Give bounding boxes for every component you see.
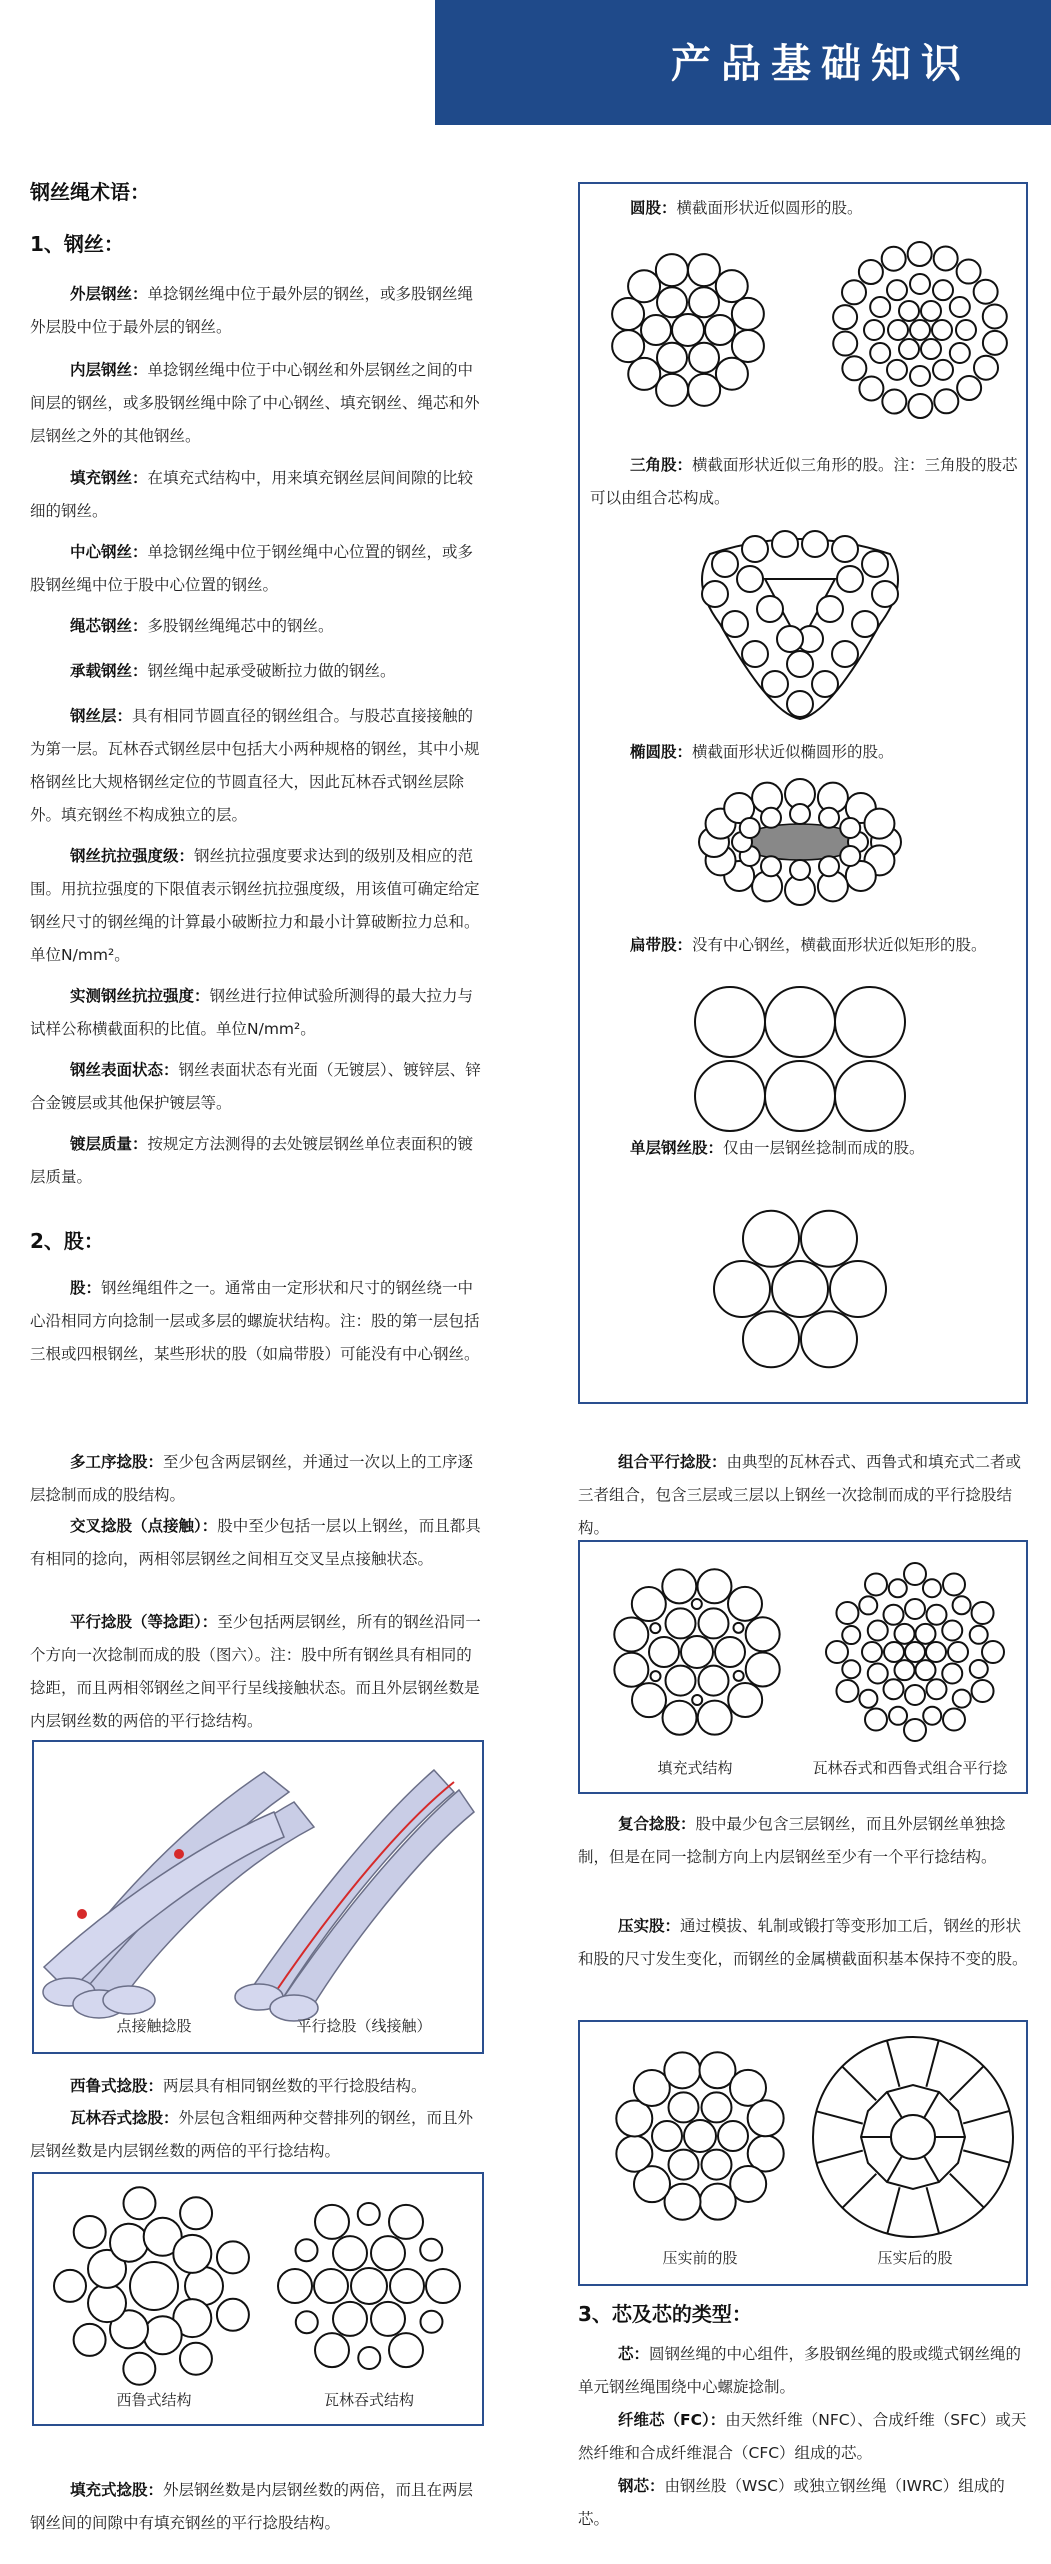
wire-circle — [884, 1642, 904, 1662]
wire-circle — [684, 2120, 716, 2152]
wire-circle — [904, 1563, 926, 1585]
wire-circle — [882, 390, 906, 414]
wire-circle — [765, 1061, 835, 1131]
wire-circle — [728, 1587, 762, 1621]
wire-circle — [54, 2270, 86, 2302]
wire-circle — [389, 2333, 423, 2367]
wire-circle — [641, 315, 671, 345]
term-center-wire: 中心钢丝：单捻钢丝绳中位于钢丝绳中心位置的钢丝，或多股钢丝绳中位于股中心位置的钢丝。 — [30, 543, 474, 594]
wire-circle — [737, 566, 763, 592]
wire-circle — [934, 389, 958, 413]
wire-circle — [842, 280, 866, 304]
wire-circle — [833, 305, 857, 329]
wire-circle — [657, 287, 687, 317]
warrington-cross-section — [269, 2186, 469, 2386]
wire-circle — [957, 260, 981, 284]
round-strand-b — [830, 240, 1010, 420]
wire-circle — [689, 287, 719, 317]
flat-strand — [695, 984, 905, 1134]
wire-circle — [656, 254, 688, 286]
wire-circle — [746, 1617, 780, 1651]
wire-circle — [700, 2184, 736, 2220]
contact-point-2 — [174, 1849, 184, 1859]
caption-cross-lay: 点接触捻股 — [116, 2017, 192, 2035]
wire-circle — [932, 320, 952, 340]
wire-circle — [123, 2353, 155, 2385]
wire-circle — [787, 691, 813, 717]
wire-circle — [333, 2236, 367, 2270]
wire-circle — [836, 1602, 858, 1624]
single-layer-strand — [695, 1184, 905, 1394]
contact-point-1 — [77, 1909, 87, 1919]
wire-circle — [859, 376, 883, 400]
wire-circle — [916, 1660, 936, 1680]
wire-circle — [950, 297, 970, 317]
wire-circle — [790, 860, 810, 880]
wire-circle — [826, 1641, 848, 1663]
wire-circle — [926, 1642, 946, 1662]
wire-circle — [772, 531, 798, 557]
wire-circle — [371, 2302, 405, 2336]
wire-circle — [842, 1626, 860, 1644]
term-compacted-strand: 压实股：通过模拔、轧制或锻打等变形加工后，钢丝的形状和股的尺寸发生变化，而钢丝的金属横截面积基本保持不变的股。 — [578, 1917, 1028, 1968]
wire-circle — [865, 1573, 887, 1595]
caption-warrington: 瓦林吞式结构 — [323, 2391, 414, 2409]
wire-circle — [390, 2269, 424, 2303]
before-compaction-section — [600, 2036, 800, 2236]
term-composite-strand: 复合捻股：股中最少包含三层钢丝，而且外层钢丝单独捻制，但是在同一捻制方向上内层钢丝至少有一个平行捻结构。 — [578, 1815, 1006, 1866]
term-core: 芯：圆钢丝绳的中心组件，多股钢丝绳的股或缆式钢丝绳的单元钢丝绳围绕中心螺旋捻制。 — [578, 2345, 1022, 2396]
wire-circle — [859, 260, 883, 284]
wire-circle — [110, 2224, 148, 2262]
wire-circle — [689, 343, 719, 373]
wire-circle — [904, 1719, 926, 1741]
term-outer-wire: 外层钢丝：单捻钢丝绳中位于最外层的钢丝，或多股钢丝绳外层股中位于最外层的钢丝。 — [30, 285, 474, 336]
wire-circle — [870, 343, 890, 363]
wire-circle — [669, 2150, 699, 2180]
section-1-title: 1、钢丝： — [30, 232, 124, 256]
wire-circle — [934, 246, 958, 270]
page-title: 产品基础知识 — [671, 41, 971, 87]
wire-circle — [950, 343, 970, 363]
wire-circle — [842, 1660, 860, 1678]
wire-circle — [217, 2299, 249, 2331]
wire-circle — [983, 331, 1007, 355]
caption-parallel-lay: 平行捻股（线接触） — [296, 2017, 432, 2035]
wire-circle — [864, 809, 894, 839]
wire-circle — [692, 1599, 702, 1609]
wire-circle — [910, 366, 930, 386]
wire-circle — [887, 360, 907, 380]
term-warrington-strand: 瓦林吞式捻股：外层包含粗细两种交替排列的钢丝，而且外层钢丝数是内层钢丝数的两倍的平行捻结构。 — [30, 2109, 474, 2160]
wire-circle — [762, 671, 788, 697]
wire-circle — [663, 1701, 697, 1735]
wire-circle — [884, 1679, 904, 1699]
wire-circle — [772, 1261, 828, 1317]
wire-circle — [314, 2269, 348, 2303]
term-single-layer-strand: 单层钢丝股：仅由一层钢丝捻制而成的股。 — [630, 1139, 925, 1157]
wire-circle — [953, 1690, 971, 1708]
wire-circle — [862, 551, 888, 577]
term-triangular-strand: 三角股：横截面形状近似三角形的股。注：三角股的股芯可以由组合芯构成。 — [590, 456, 1018, 507]
wire-circle — [840, 818, 860, 838]
wire-circle — [972, 1602, 994, 1624]
figure-compaction — [578, 2020, 1028, 2286]
wire-circle — [656, 374, 688, 406]
wire-circle — [812, 671, 838, 697]
wire-circle — [887, 280, 907, 300]
cross-end-3 — [103, 1986, 155, 2014]
wire-circle — [722, 611, 748, 637]
wire-circle — [761, 808, 781, 828]
figure-filler-combined — [578, 1540, 1028, 1794]
figure-lay-types — [32, 1740, 484, 2054]
wire-circle — [956, 320, 976, 340]
lay-types-illustration — [34, 1742, 482, 2052]
wire-circle — [801, 1211, 857, 1267]
wire-circle — [943, 1573, 965, 1595]
wire-circle — [695, 1061, 765, 1131]
wire-circle — [819, 808, 839, 828]
wire-circle — [983, 304, 1007, 328]
header-banner — [435, 0, 1051, 125]
after-compaction-section — [808, 2032, 1018, 2242]
wire-circle — [315, 2205, 349, 2239]
wire-circle — [743, 1311, 799, 1367]
term-measured-strength: 实测钢丝抗拉强度：钢丝进行拉伸试验所测得的最大拉力与试样公称横截面积的比值。单位N/mm²。 — [30, 987, 474, 1038]
wire-circle — [905, 1642, 925, 1662]
wire-circle — [905, 1599, 925, 1619]
wire-circle — [88, 2284, 126, 2322]
wire-circle — [923, 1707, 941, 1725]
term-wire-layer: 钢丝层：具有相同节圆直径的钢丝组合。与股芯直接接触的为第一层。瓦林吞式钢丝层中包括大小两种规格的钢丝，其中小规格钢丝比大规格钢丝定位的节圆直径大，因此瓦林吞式钢丝层除外。填充钢丝不构成独立的层。 — [30, 707, 480, 824]
filler-cross-section — [602, 1557, 792, 1747]
wire-circle — [698, 1701, 732, 1735]
wire-circle — [420, 2311, 442, 2333]
figure-strand-shapes — [578, 182, 1028, 1404]
wire-circle — [910, 274, 930, 294]
caption-combined: 瓦林吞式和西鲁式组合平行捻 — [812, 1759, 1008, 1777]
wire-circle — [889, 1707, 907, 1725]
wire-circle — [716, 270, 748, 302]
term-steel-core: 钢芯：由钢丝股（WSC）或独立钢丝绳（IWRC）组成的芯。 — [578, 2477, 1005, 2528]
wire-circle — [908, 242, 932, 266]
wire-circle — [933, 360, 953, 380]
wire-circle — [315, 2333, 349, 2367]
wire-circle — [614, 1653, 648, 1687]
triangular-strand — [680, 524, 920, 724]
term-flat-strand: 扁带股：没有中心钢丝，横截面形状近似矩形的股。 — [630, 936, 987, 954]
term-coating-mass: 镀层质量：按规定方法测得的去处镀层钢丝单位表面积的镀层质量。 — [30, 1135, 474, 1186]
term-combined-parallel-strand: 组合平行捻股：由典型的瓦林吞式、西鲁式和填充式二者或三者组合，包含三层或三层以上钢丝一次捻制而成的平行捻股结构。 — [578, 1453, 1022, 1537]
wire-circle — [144, 2316, 182, 2354]
glossary-heading: 钢丝绳术语： — [30, 180, 150, 204]
wire-circle — [702, 581, 728, 607]
wire-circle — [669, 2092, 699, 2122]
term-tensile-grade: 钢丝抗拉强度级：钢丝抗拉强度要求达到的级别及相应的范围。用抗拉强度的下限值表示钢丝抗拉强度级，用该值可确定给定钢丝尺寸的钢丝绳的计算最小破断拉力和最小计算破断拉力总和。单位N/mm²。 — [30, 847, 480, 964]
wire-circle — [868, 1621, 888, 1641]
wire-circle — [732, 330, 764, 362]
wire-circle — [628, 270, 660, 302]
wire-circle — [942, 1664, 962, 1684]
wire-circle — [173, 2235, 211, 2273]
wire-circle — [652, 2121, 682, 2151]
wire-circle — [712, 551, 738, 577]
wire-circle — [933, 280, 953, 300]
wire-circle — [358, 2347, 380, 2369]
wire-circle — [864, 320, 884, 340]
wire-circle — [681, 1636, 713, 1668]
wire-circle — [908, 394, 932, 418]
wire-circle — [761, 856, 781, 876]
caption-after-compaction: 压实后的股 — [877, 2249, 953, 2267]
wire-circle — [358, 2203, 380, 2225]
term-core-wire: 绳芯钢丝：多股钢丝绳绳芯中的钢丝。 — [70, 617, 334, 635]
cross-strand-3 — [44, 1812, 284, 1992]
wire-circle — [974, 280, 998, 304]
figure-seale-warrington — [32, 2172, 484, 2426]
wire-circle — [672, 314, 704, 346]
wire-circle — [790, 804, 810, 824]
wire-circle — [733, 1623, 743, 1633]
wire-circle — [699, 1666, 729, 1696]
wire-circle — [865, 1709, 887, 1731]
wire-circle — [616, 2136, 652, 2172]
wire-circle — [714, 1261, 770, 1317]
wire-circle — [718, 2121, 748, 2151]
wire-circle — [957, 376, 981, 400]
term-surface-state: 钢丝表面状态：钢丝表面状态有光面（无镀层）、镀锌层、锌合金镀层或其他保护镀层等。 — [30, 1061, 481, 1112]
wire-circle — [666, 1608, 696, 1638]
wire-circle — [899, 301, 919, 321]
wire-circle — [891, 2115, 935, 2159]
wire-circle — [802, 531, 828, 557]
wire-circle — [662, 1569, 696, 1603]
wire-circle — [217, 2241, 249, 2273]
term-seale-strand: 西鲁式捻股：两层具有相同钢丝数的平行捻股结构。 — [70, 2077, 427, 2095]
wire-circle — [895, 1624, 915, 1644]
wire-circle — [740, 818, 760, 838]
wire-circle — [840, 846, 860, 866]
wire-circle — [819, 856, 839, 876]
wire-circle — [389, 2205, 423, 2239]
wire-circle — [180, 2197, 212, 2229]
wire-circle — [801, 1311, 857, 1367]
wire-circle — [916, 1624, 936, 1644]
term-filler-strand: 填充式捻股：外层钢丝数是内层钢丝数的两倍，而且在两层钢丝间的间隙中有填充钢丝的平行捻股结构。 — [30, 2481, 474, 2532]
caption-before-compaction: 压实前的股 — [662, 2249, 738, 2267]
wire-circle — [942, 1621, 962, 1641]
wire-circle — [702, 2150, 732, 2180]
wire-circle — [859, 1596, 877, 1614]
term-inner-wire: 内层钢丝：单捻钢丝绳中位于中心钢丝和外层钢丝之间的中间层的钢丝，或多股钢丝绳中除了中心钢丝、填充钢丝、绳芯和外层钢丝之外的其他钢丝。 — [30, 361, 480, 445]
wire-circle — [835, 1061, 905, 1131]
wire-circle — [882, 247, 906, 271]
wire-circle — [832, 536, 858, 562]
wire-circle — [734, 1671, 744, 1681]
oval-strand — [690, 772, 910, 912]
wire-circle — [765, 987, 835, 1057]
wire-circle — [333, 2302, 367, 2336]
wire-circle — [74, 2216, 106, 2248]
wire-circle — [716, 358, 748, 390]
wire-circle — [688, 254, 720, 286]
wire-circle — [180, 2343, 212, 2375]
wire-circle — [699, 1608, 729, 1638]
term-load-wire: 承载钢丝：钢丝绳中起承受破断拉力做的钢丝。 — [70, 662, 396, 680]
wire-circle — [835, 987, 905, 1057]
wire-circle — [123, 2187, 155, 2219]
wire-circle — [692, 1695, 702, 1705]
wire-circle — [852, 611, 878, 637]
wire-circle — [612, 298, 644, 330]
wire-circle — [872, 581, 898, 607]
wire-circle — [748, 2100, 784, 2136]
wire-circle — [972, 1680, 994, 1702]
wire-circle — [732, 298, 764, 330]
wire-circle — [943, 1709, 965, 1731]
wire-circle — [688, 374, 720, 406]
wire-circle — [742, 641, 768, 667]
round-strand-a — [598, 240, 778, 420]
combined-cross-section — [820, 1557, 1010, 1747]
wire-circle — [889, 1579, 907, 1597]
term-cross-lay-strand: 交叉捻股（点接触）：股中至少包括一层以上钢丝，而且都具有相同的捻向，两相邻层钢丝之间相互交叉呈点接触状态。 — [30, 1517, 481, 1568]
wire-circle — [702, 2092, 732, 2122]
term-round-strand: 圆股：横截面形状近似圆形的股。 — [630, 199, 863, 217]
wire-circle — [787, 651, 813, 677]
section-3-title: 3、芯及芯的类型： — [578, 2302, 752, 2326]
wire-circle — [296, 2311, 318, 2333]
wire-circle — [351, 2268, 387, 2304]
wire-circle — [921, 339, 941, 359]
wire-circle — [888, 320, 908, 340]
wire-circle — [650, 1623, 660, 1633]
wire-circle — [970, 1660, 988, 1678]
wire-circle — [632, 1683, 666, 1717]
wire-circle — [948, 1642, 968, 1662]
wire-circle — [862, 1642, 882, 1662]
term-fibre-core: 纤维芯（FC）：由天然纤维（NFC）、合成纤维（SFC）或天然纤维和合成纤维混合（CFC）组成的芯。 — [578, 2411, 1027, 2462]
wire-circle — [278, 2269, 312, 2303]
wire-circle — [728, 1683, 762, 1717]
term-filler-wire: 填充钢丝：在填充式结构中，用来填充钢丝层间间隙的比较细的钢丝。 — [30, 469, 474, 520]
wire-circle — [697, 1569, 731, 1603]
wire-circle — [666, 1666, 696, 1696]
wire-circle — [842, 356, 866, 380]
wire-circle — [836, 1680, 858, 1702]
parallel-strand-1 — [249, 1770, 454, 2004]
wire-circle — [870, 297, 890, 317]
wire-circle — [899, 339, 919, 359]
wire-circle — [742, 536, 768, 562]
wire-circle — [743, 1211, 799, 1267]
wire-circle — [757, 596, 783, 622]
seale-cross-section — [54, 2186, 254, 2386]
wire-circle — [612, 330, 644, 362]
term-parallel-lay-strand: 平行捻股（等捻距）：至少包括两层钢丝，所有的钢丝沿同一个方向一次捻制而成的股（图六）。注：股中所有钢丝具有相同的捻距，而且两相邻钢丝之间平行呈线接触状态。而且外层钢丝数是内层钢丝数的两倍的平行捻结构。 — [30, 1613, 481, 1730]
wire-circle — [953, 1596, 971, 1614]
wire-circle — [895, 1660, 915, 1680]
wire-circle — [970, 1626, 988, 1644]
wire-circle — [420, 2239, 442, 2261]
term-oval-strand: 椭圆股：横截面形状近似椭圆形的股。 — [630, 743, 894, 761]
wire-circle — [830, 1261, 886, 1317]
wire-circle — [859, 1690, 877, 1708]
wire-circle — [628, 358, 660, 390]
wire-circle — [715, 1637, 745, 1667]
wire-circle — [657, 343, 687, 373]
wire-circle — [927, 1679, 947, 1699]
wire-circle — [649, 1637, 679, 1667]
wire-circle — [74, 2324, 106, 2356]
wire-circle — [651, 1671, 661, 1681]
wire-circle — [837, 566, 863, 592]
wire-circle — [705, 315, 735, 345]
wire-circle — [371, 2236, 405, 2270]
wire-circle — [426, 2269, 460, 2303]
wire-circle — [927, 1605, 947, 1625]
wire-circle — [921, 301, 941, 321]
wire-circle — [614, 1618, 648, 1652]
wire-circle — [905, 1685, 925, 1705]
wire-circle — [695, 987, 765, 1057]
wire-circle — [974, 356, 998, 380]
caption-filler: 填充式结构 — [657, 1759, 733, 1777]
wire-circle — [923, 1579, 941, 1597]
caption-seale: 西鲁式结构 — [116, 2391, 192, 2409]
wire-circle — [664, 2052, 700, 2088]
wire-circle — [910, 320, 930, 340]
wire-circle — [777, 626, 803, 652]
wire-circle — [833, 332, 857, 356]
term-multi-op-strand: 多工序捻股：至少包含两层钢丝，并通过一次以上的工序逐层捻制而成的股结构。 — [30, 1453, 474, 1504]
term-strand: 股：钢丝绳组件之一。通常由一定形状和尺寸的钢丝绕一中心沿相同方向捻制一层或多层的螺旋状结构。注：股的第一层包括三根或四根钢丝，某些形状的股（如扁带股）可能没有中心钢丝。 — [30, 1279, 480, 1363]
wire-circle — [817, 596, 843, 622]
wire-circle — [130, 2262, 178, 2310]
wire-circle — [832, 641, 858, 667]
wire-circle — [868, 1664, 888, 1684]
wire-circle — [632, 1587, 666, 1621]
wire-circle — [296, 2239, 318, 2261]
wire-circle — [884, 1605, 904, 1625]
wire-circle — [982, 1641, 1004, 1663]
wire-circle — [746, 1652, 780, 1686]
section-2-title: 2、股： — [30, 1229, 104, 1253]
